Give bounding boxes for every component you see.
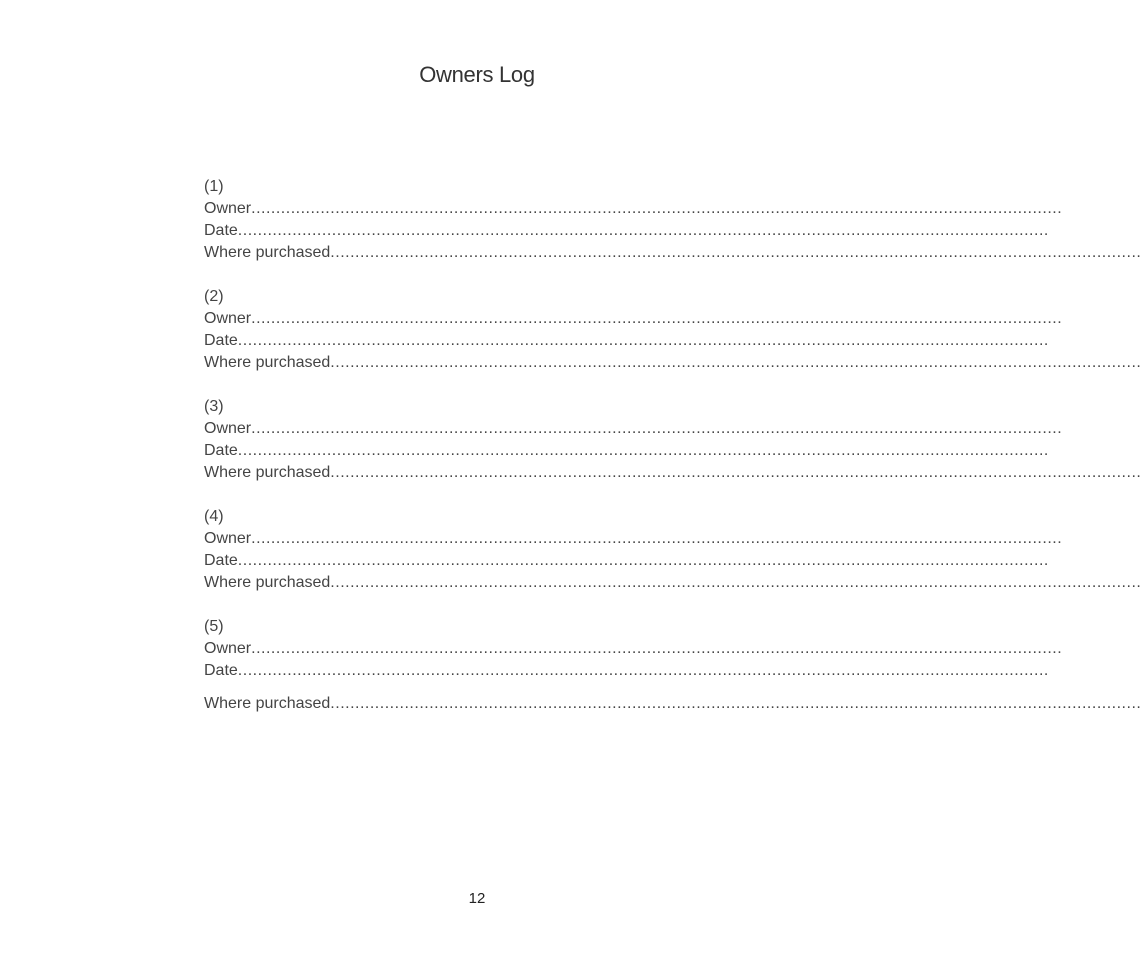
where-purchased-label: Where purchased <box>204 695 331 712</box>
where-purchased-dotted-line: .................................................................................................................................................................... <box>330 244 1141 261</box>
date-label: Date <box>204 222 238 239</box>
date-label: Date <box>204 552 238 569</box>
owner-field <box>204 638 1063 660</box>
date-label: Date <box>204 442 238 459</box>
log-entry-2 <box>204 286 1141 374</box>
where-purchased-field <box>204 572 1141 594</box>
entry-number: (3) <box>204 398 224 415</box>
owner-field <box>204 418 1063 440</box>
owners-log-entries <box>204 176 1141 715</box>
date-field <box>204 660 1049 682</box>
page-title: Owners Log <box>419 62 535 87</box>
date-dotted-line: .................................................................................................................................................................... <box>237 222 1049 239</box>
entry-number: (2) <box>204 288 224 305</box>
entry-number-line <box>204 286 752 308</box>
where-purchased-label: Where purchased <box>204 354 331 371</box>
where-purchased-label: Where purchased <box>204 574 331 591</box>
owner-field <box>204 308 1063 330</box>
entry-number: (4) <box>204 508 224 525</box>
where-purchased-label: Where purchased <box>204 464 331 481</box>
date-field <box>204 220 1049 242</box>
owner-label: Owner <box>204 200 252 217</box>
owner-dotted-line: .................................................................................................................................................................... <box>251 640 1063 657</box>
entry-number: (1) <box>204 178 224 195</box>
owner-field <box>204 198 1063 220</box>
date-label: Date <box>204 662 238 679</box>
where-purchased-dotted-line: .................................................................................................................................................................... <box>330 464 1141 481</box>
entry-number-line <box>204 396 752 418</box>
where-purchased-field <box>204 242 1141 264</box>
date-field <box>204 330 1049 352</box>
date-dotted-line: .................................................................................................................................................................... <box>237 332 1049 349</box>
date-field <box>204 440 1049 462</box>
owner-label: Owner <box>204 310 252 327</box>
date-dotted-line: .................................................................................................................................................................... <box>237 442 1049 459</box>
owner-dotted-line: .................................................................................................................................................................... <box>251 310 1063 327</box>
date-dotted-line: .................................................................................................................................................................... <box>237 552 1049 569</box>
date-dotted-line: .................................................................................................................................................................... <box>237 662 1049 679</box>
entry-number-line <box>204 506 752 528</box>
owner-label: Owner <box>204 530 252 547</box>
log-entry-5 <box>204 616 1141 715</box>
owner-field <box>204 528 1063 550</box>
where-purchased-label: Where purchased <box>204 244 331 261</box>
date-label: Date <box>204 332 238 349</box>
owner-dotted-line: .................................................................................................................................................................... <box>251 200 1063 217</box>
entry-number: (5) <box>204 618 224 635</box>
owner-label: Owner <box>204 420 252 437</box>
page-number: 12 <box>468 890 486 907</box>
log-entry-3 <box>204 396 1141 484</box>
owner-label: Owner <box>204 640 252 657</box>
where-purchased-dotted-line: .................................................................................................................................................................... <box>330 354 1141 371</box>
log-entry-1 <box>204 176 1141 264</box>
owner-dotted-line: .................................................................................................................................................................... <box>251 420 1063 437</box>
entry-number-line <box>204 616 752 638</box>
log-entry-4 <box>204 506 1141 594</box>
where-purchased-dotted-line: .................................................................................................................................................................... <box>330 574 1141 591</box>
date-field <box>204 550 1049 572</box>
where-purchased-field <box>204 462 1141 484</box>
where-purchased-field <box>204 352 1141 374</box>
where-purchased-field <box>204 693 1141 715</box>
where-purchased-dotted-line: .................................................................................................................................................................... <box>330 695 1141 712</box>
owner-dotted-line: .................................................................................................................................................................... <box>251 530 1063 547</box>
entry-number-line <box>204 176 752 198</box>
